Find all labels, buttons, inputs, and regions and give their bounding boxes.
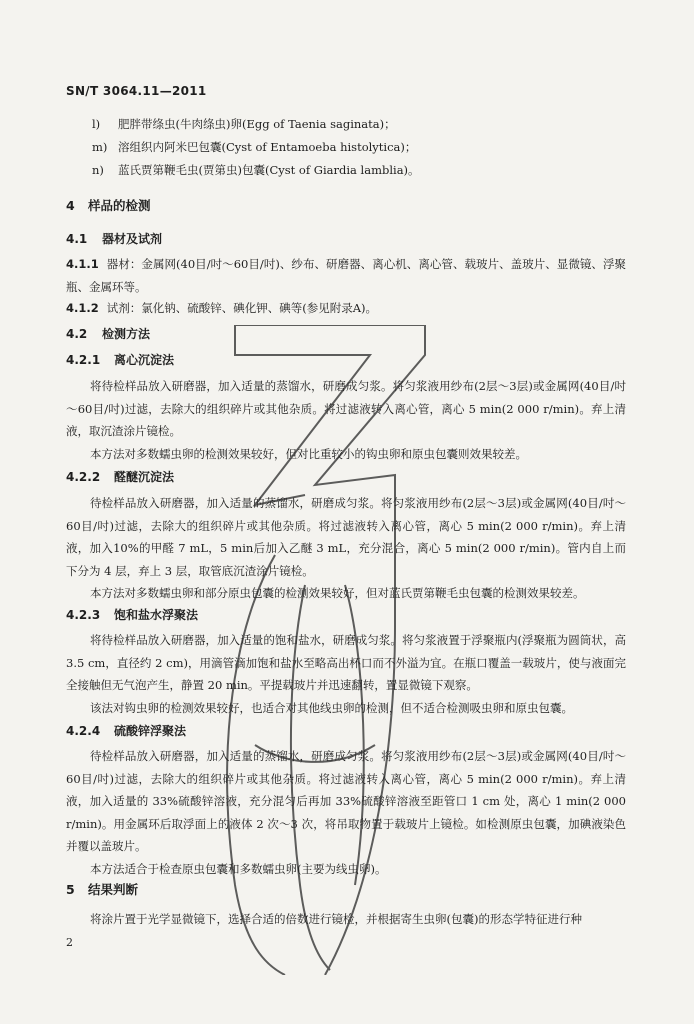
paragraph: 将涂片置于光学显微镜下，选择合适的倍数进行镜检，并根据寄生虫卵(包囊)的形态学特征进行种 xyxy=(90,912,582,926)
section-4-2-3-heading: 4.2.3 饱和盐水浮聚法 xyxy=(66,608,199,622)
paragraph: 本方法对多数蠕虫卵的检测效果较好，但对比重较小的钩虫卵和原虫包囊则效果较差。 xyxy=(90,446,527,461)
paragraph: 该法对钩虫卵的检测效果较好，也适合对其他线虫卵的检测，但不适合检测吸虫卵和原虫包囊。 xyxy=(90,700,573,715)
paragraph: 本方法对多数蠕虫卵和部分原虫包囊的检测效果较好，但对蓝氏贾第鞭毛虫包囊的检测效果较差。 xyxy=(90,586,585,600)
list-label: m) xyxy=(92,140,108,154)
section-4-2-1-heading: 4.2.1 离心沉淀法 xyxy=(66,353,175,367)
section-4-2-3-body xyxy=(66,629,626,719)
section-4-1-2-paragraph: 4.1.2 试剂：氯化钠、硫酸锌、碘化钾、碘等(参见附录A)。 xyxy=(66,301,378,315)
paragraph: 待检样品放入研磨器，加入适量的蒸馏水，研磨成匀浆。将匀浆液用纱布(2层～3层)或金属网(40目/吋～60目/吋)过滤，去除大的组织碎片或其他杂质。将过滤液转入离心管，离心 5 min(2 000 r/min)。弃上清液，加入适量的 33%硫酸锌溶液，充分混匀后再加 33%硫酸锌溶液至距管口 1 cm 处，离心 1 min(2 000 r/min)。用金属环后取浮面上的液体 2 次～3 次，将吊取物置于载玻片上镜检。如检测原虫包囊，加碘液染色并覆以盖玻片。 xyxy=(66,749,626,853)
list-text: 溶组织内阿米巴包囊(Cyst of Entamoeba histolytica)； xyxy=(118,140,417,154)
list-label: n) xyxy=(92,163,104,177)
section-4-2-2-body xyxy=(66,492,626,605)
paragraph: 将待检样品放入研磨器，加入适量的蒸馏水，研磨成匀浆。将匀浆液用纱布(2层～3层)或金属网(40目/吋～60目/吋)过滤，去除大的组织碎片或其他杂质。将过滤液转入离心管，离心 5 min(2 000 r/min)。弃上清液，取沉渣涂片镜检。 xyxy=(66,379,626,438)
section-4-2-1-body xyxy=(66,375,626,465)
section-4-2-4-heading: 4.2.4 硫酸锌浮聚法 xyxy=(66,724,187,738)
section-4-1-1-paragraph: 4.1.1 器材：金属网(40目/吋～60目/吋)、纱布、研磨器、离心机、离心管、载玻片、盖玻片、显微镜、浮聚瓶、金属环等。 xyxy=(66,257,626,294)
section-4-2-heading: 4.2 检测方法 xyxy=(66,327,151,341)
paragraph: 待检样品放入研磨器，加入适量的蒸馏水，研磨成匀浆。将匀浆液用纱布(2层～3层)或金属网(40目/吋～60目/吋)过滤，去除大的组织碎片或其他杂质。将过滤液转入离心管，离心 5 min(2 000 r/min)。弃上清液，加入10%的甲醛 7 mL，5 min后加入乙醚 3 mL，充分混合，离心 5 min(2 000 r/min)。管内自上而下分为 4 层，弃上 3 层，取管底沉渣涂片镜检。 xyxy=(66,496,626,578)
section-4-2-2-heading: 4.2.2 醛醚沉淀法 xyxy=(66,470,175,484)
standard-code-header: SN/T 3064.11—2011 xyxy=(66,84,207,98)
section-4-1-heading: 4.1 器材及试剂 xyxy=(66,232,163,246)
paragraph: 本方法适合于检查原虫包囊和多数蠕虫卵(主要为线虫卵)。 xyxy=(90,861,387,876)
list-text: 肥胖带绦虫(牛肉绦虫)卵(Egg of Taenia saginata)； xyxy=(118,117,396,131)
list-label: l) xyxy=(92,117,101,131)
list-item-m xyxy=(92,139,416,155)
section-4-heading: 4 样品的检测 xyxy=(66,198,151,213)
section-4-2-4-body xyxy=(66,745,626,880)
page-number: 2 xyxy=(66,936,73,949)
paragraph: 将待检样品放入研磨器，加入适量的饱和盐水，研磨成匀浆。将匀浆液置于浮聚瓶内(浮聚瓶为圆筒状，高 3.5 cm，直径约 2 cm)，用滴管滴加饱和盐水至略高出杯口而不外溢为宜。在瓶口覆盖一载玻片，使与液面完全接触但无气泡产生，静置 20 min。平提载玻片并迅速翻转，置显微镜下观察。 xyxy=(66,633,626,692)
list-item-n xyxy=(92,162,420,178)
list-item-l xyxy=(92,116,396,132)
section-5-body xyxy=(66,908,626,931)
list-text: 蓝氏贾第鞭毛虫(贾第虫)包囊(Cyst of Giardia lamblia)。 xyxy=(118,163,420,177)
section-5-heading: 5 结果判断 xyxy=(66,882,139,897)
